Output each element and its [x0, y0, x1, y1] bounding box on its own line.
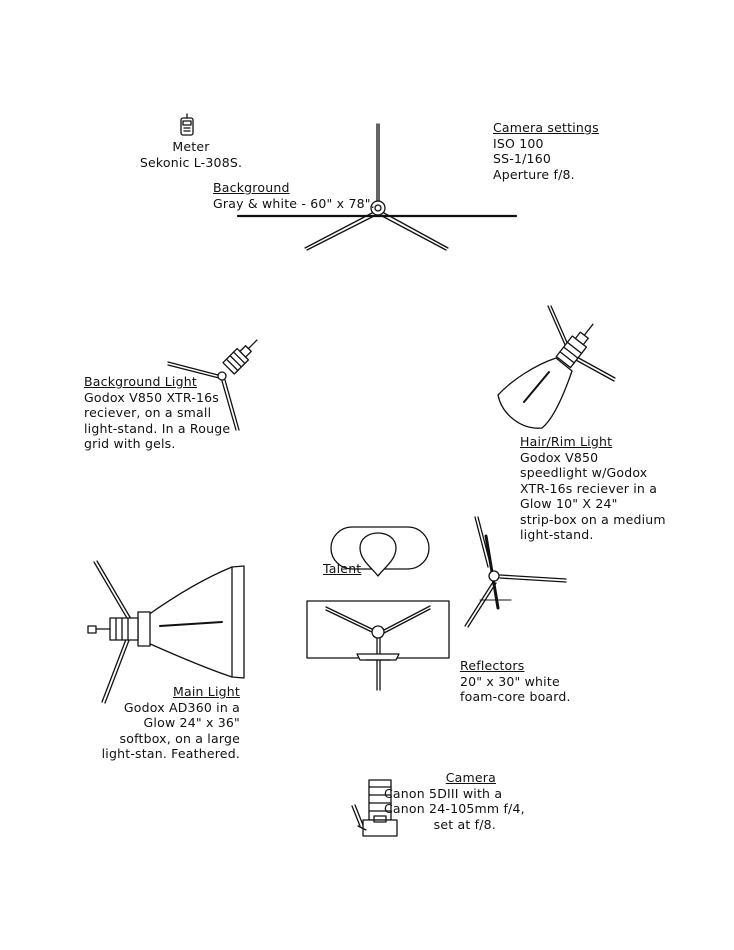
main-light-icon [88, 561, 244, 703]
talent-label [323, 561, 361, 577]
main-light-line-3: softbox, on a large [119, 730, 240, 746]
camera-settings-line-3: Aperture f/8. [493, 166, 575, 182]
background-label [213, 180, 375, 211]
hair-light-icon [498, 306, 615, 428]
reflectors-title: Reflectors [460, 658, 525, 673]
background-light-title: Background Light [84, 374, 197, 389]
background-light-line-2: reciever, on a small [84, 405, 212, 420]
camera-line-2: Canon 24-105mm f/4, [384, 801, 525, 816]
hair-light-title: Hair/Rim Light [520, 434, 613, 449]
reflector-board-icon [307, 601, 449, 690]
main-light-line-1: Godox AD360 in a [123, 699, 240, 715]
main-light-line-2: Glow 24" x 36" [143, 715, 240, 730]
background-light-label [84, 374, 230, 452]
background-light-line-3: light-stand. In a Rouge [84, 420, 231, 436]
hair-light-line-2: speedlight w/Godox [520, 465, 648, 480]
meter-label [126, 139, 256, 170]
reflectors-line-1: 20" x 30" white [460, 673, 560, 689]
camera-settings-line-2: SS-1/160 [493, 151, 552, 166]
hair-light-line-3: XTR-16s reciever in a [520, 480, 658, 496]
meter-title: Meter [172, 139, 210, 154]
hair-light-line-1: Godox V850 [520, 449, 599, 465]
camera-line-1: Canon 5DIII with a [384, 785, 503, 801]
hair-light-line-5: strip-box on a medium [520, 511, 666, 527]
camera-label [384, 770, 525, 832]
main-light-line-4: light-stan. Feathered. [101, 746, 240, 761]
camera-line-3: set at f/8. [433, 816, 496, 832]
camera-settings-label [493, 120, 599, 182]
background-light-line-1: Godox V850 XTR-16s [84, 389, 219, 405]
main-light-title: Main Light [172, 684, 240, 699]
meter-line-1: Sekonic L-308S. [139, 154, 243, 170]
hair-light-line-6: light-stand. [520, 527, 594, 542]
background-line-1: Gray & white - 60" x 78". [213, 195, 375, 211]
camera-title: Camera [445, 770, 496, 785]
reflectors-label [460, 658, 571, 705]
camera-settings-line-1: ISO 100 [493, 135, 544, 151]
light-meter-icon [181, 114, 193, 135]
talent-title: Talent [323, 561, 362, 576]
hair-light-label [520, 434, 666, 543]
background-title: Background [213, 180, 290, 195]
camera-settings-title: Camera settings [493, 120, 599, 135]
main-light-label [90, 684, 240, 762]
hair-light-line-4: Glow 10" X 24" [520, 496, 618, 511]
reflectors-line-2: foam-core board. [460, 689, 571, 704]
background-light-line-4: grid with gels. [84, 436, 176, 451]
